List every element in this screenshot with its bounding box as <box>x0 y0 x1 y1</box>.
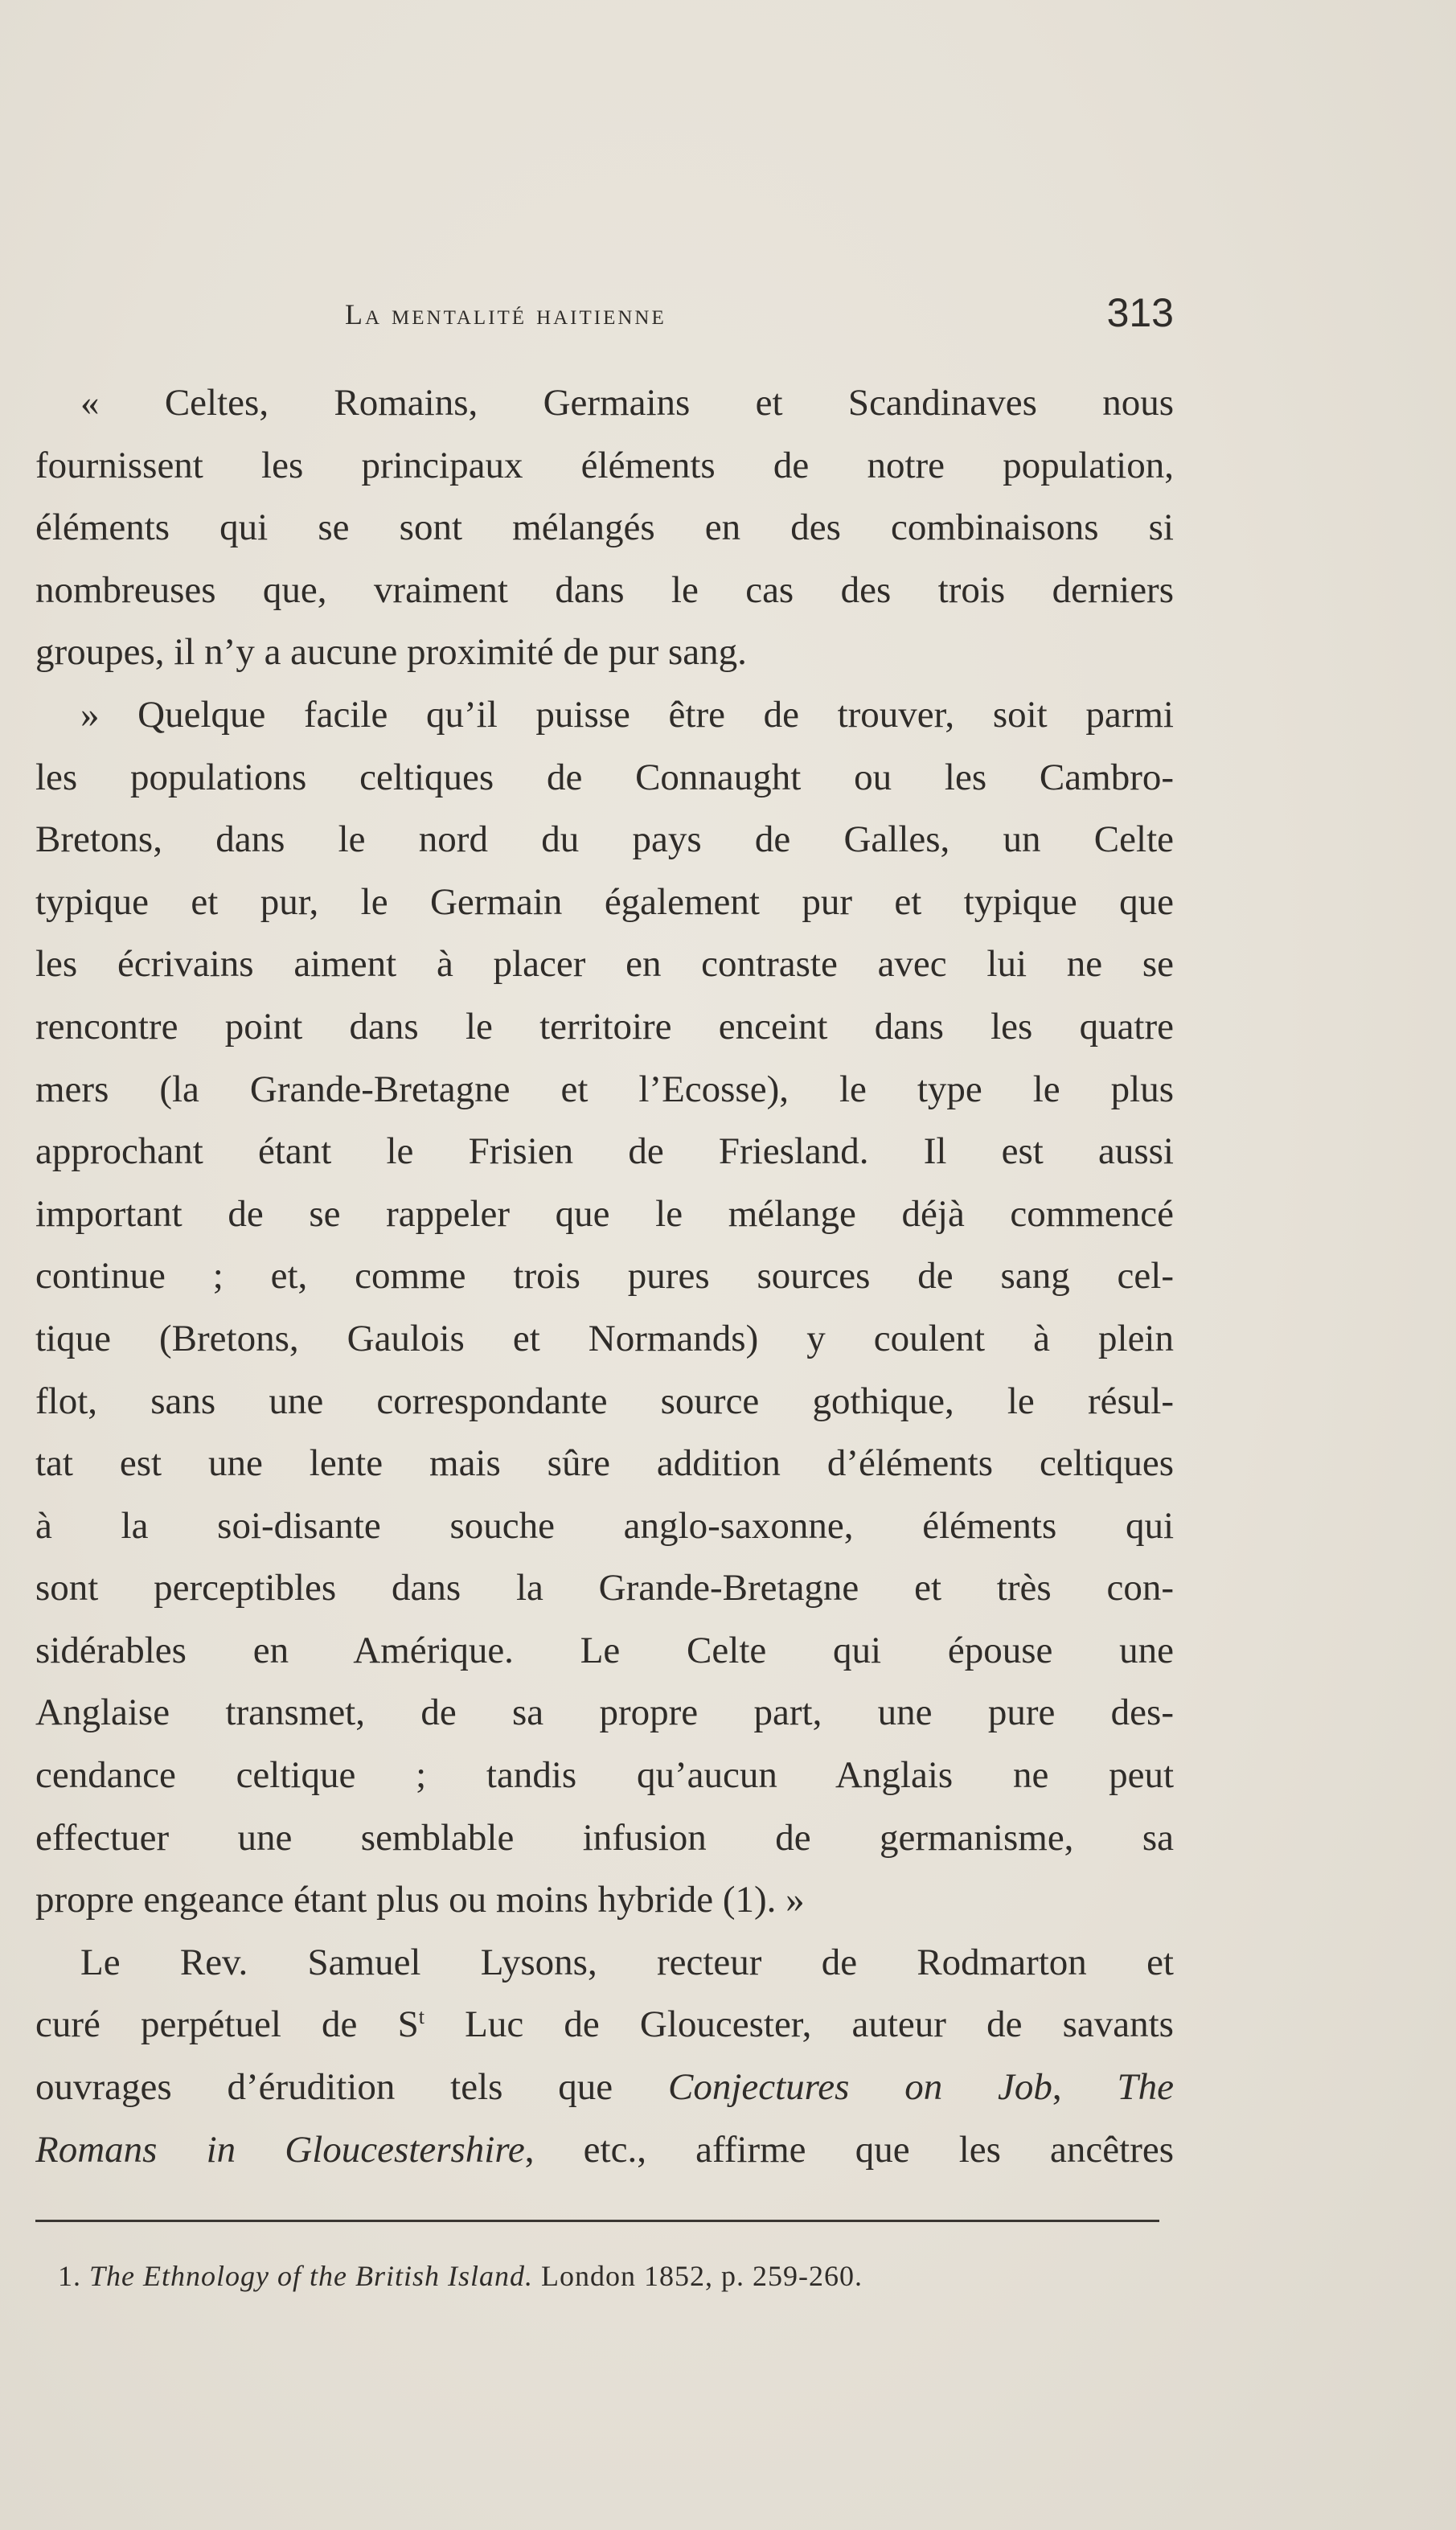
footnote-divider <box>35 2220 1159 2222</box>
text-fragment: Luc de Gloucester, auteur de savants <box>424 2003 1174 2046</box>
footnote <box>58 2259 863 2293</box>
text-line: typique et pur, le Germain également pur et typique que <box>35 880 1174 923</box>
body-text <box>35 372 1174 2181</box>
text-line: » Quelque facile qu’il puisse être de trouver, soit parmi <box>80 693 1174 736</box>
text-line: sont perceptibles dans la Grande-Bretagne et très con- <box>35 1567 1174 1609</box>
text-line: groupes, il n’y a aucune proximité de pur sang. <box>35 631 747 674</box>
text-line: tat est une lente mais sûre addition d’éléments celtiques <box>35 1442 1174 1485</box>
footnote-text: London 1852, p. 259-260. <box>532 2260 863 2292</box>
text-line: rencontre point dans le territoire enceint dans les quatre <box>35 1005 1174 1048</box>
text-fragment: ouvrages d’érudition tels que <box>35 2066 668 2109</box>
text-line: continue ; et, comme trois pures sources de sang cel- <box>35 1255 1174 1298</box>
text-fragment: curé perpétuel de S <box>35 2003 419 2046</box>
text-line: sidérables en Amérique. Le Celte qui épouse une <box>35 1629 1174 1671</box>
text-line: tique (Bretons, Gaulois et Normands) y coulent à plein <box>35 1317 1174 1359</box>
text-line: Anglaise transmet, de sa propre part, une pure des- <box>35 1691 1174 1734</box>
text-line: fournissent les principaux éléments de notre population, <box>35 444 1174 486</box>
text-line: nombreuses que, vraiment dans le cas des trois derniers <box>35 568 1174 611</box>
page-number: 313 <box>1106 290 1174 335</box>
footnote-number: 1. <box>58 2260 81 2292</box>
text-line: les écrivains aiment à placer en contraste avec lui ne se <box>35 943 1174 986</box>
text-line: effectuer une semblable infusion de germanisme, sa <box>35 1816 1174 1859</box>
text-line: Le Rev. Samuel Lysons, recteur de Rodmarton et <box>80 1941 1174 1983</box>
page-header <box>35 289 1174 338</box>
running-title: La mentalité haitienne <box>345 298 666 330</box>
text-line: flot, sans une correspondante source gothique, le résul- <box>35 1380 1174 1422</box>
footnote-title: The Ethnology of the British Island. <box>89 2260 533 2292</box>
text-line <box>35 1994 1174 2056</box>
text-line: approchant étant le Frisien de Friesland. Il est aussi <box>35 1130 1174 1173</box>
text-line: mers (la Grande-Bretagne et l’Ecosse), le type le plus <box>35 1068 1174 1110</box>
text-line <box>35 2056 1174 2119</box>
text-line: cendance celtique ; tandis qu’aucun Anglais ne peut <box>35 1754 1174 1797</box>
text-fragment: , <box>1052 2066 1118 2109</box>
book-title: Romans in Gloucestershire <box>35 2128 525 2171</box>
book-title: Conjectures on Job <box>667 2066 1052 2109</box>
text-line: important de se rappeler que le mélange déjà commencé <box>35 1192 1174 1235</box>
text-line: propre engeance étant plus ou moins hybride (1). » <box>35 1879 805 1921</box>
text-line <box>35 2119 1174 2182</box>
superscript: t <box>418 2005 424 2029</box>
text-line: éléments qui se sont mélangés en des combinaisons si <box>35 506 1174 549</box>
text-fragment: , etc., affirme que les ancêtres <box>524 2128 1174 2171</box>
text-line: « Celtes, Romains, Germains et Scandinaves nous <box>80 382 1174 424</box>
text-line: à la soi-disante souche anglo-saxonne, éléments qui <box>35 1504 1174 1547</box>
text-line: les populations celtiques de Connaught ou les Cambro- <box>35 756 1174 798</box>
text-line: Bretons, dans le nord du pays de Galles, un Celte <box>35 818 1174 861</box>
book-title: The <box>1117 2066 1174 2109</box>
